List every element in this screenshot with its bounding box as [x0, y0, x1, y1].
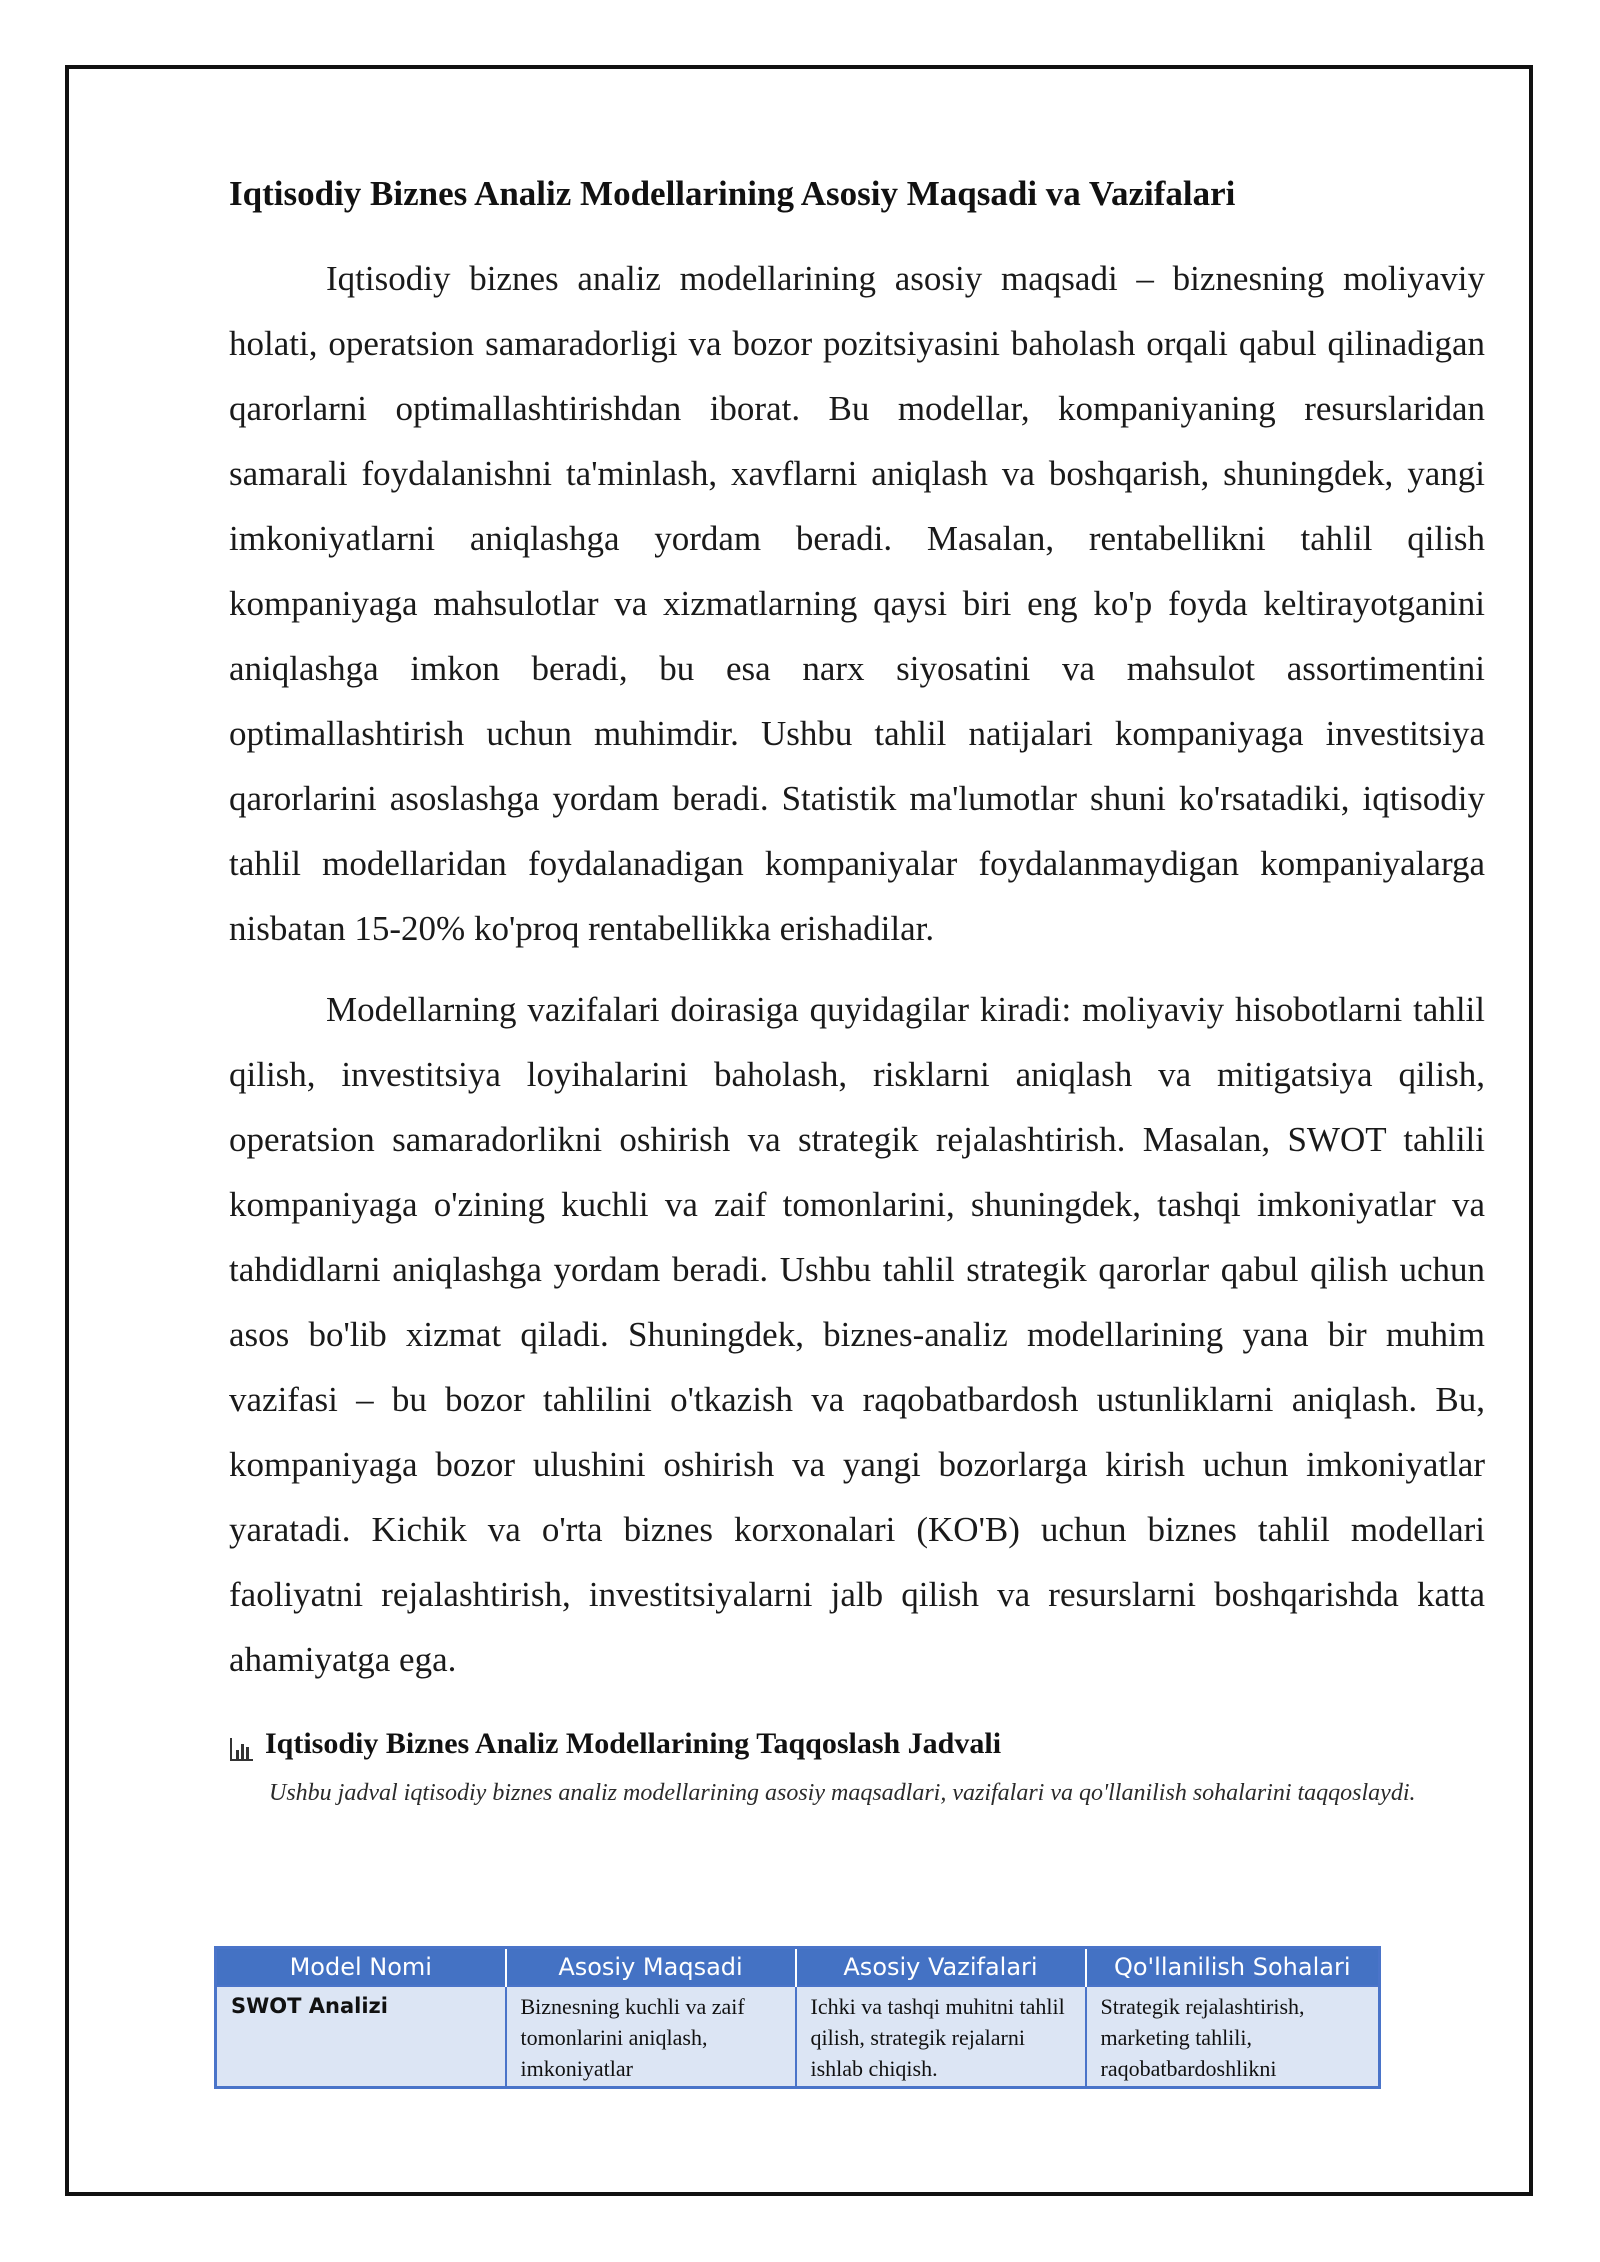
column-header-model: Model Nomi	[216, 1948, 506, 1987]
table-header-row	[216, 1948, 1380, 1987]
cell-areas: Strategik rejalashtirish, marketing tahlili, raqobatbardoshlikni	[1086, 1986, 1380, 2088]
comparison-table	[214, 1946, 1381, 2089]
paragraph-1: Iqtisodiy biznes analiz modellarining asosiy maqsadi – biznesning moliyaviy holati, operatsion samaradorligi va bozor pozitsiyasini baholash orqali qabul qilinadigan qarorlarni optimallashtirishdan iborat. Bu modellar, kompaniyaning resurslaridan samarali foydalanishni ta'minlash, xavflarni aniqlash va boshqarish, shuningdek, yangi imkoniyatlarni aniqlashga yordam beradi. Masalan, rentabellikni tahlil qilish kompaniyaga mahsulotlar va xizmatlarning qaysi biri eng ko'p foyda keltirayotganini aniqlashga imkon beradi, bu esa narx siyosatini va mahsulot assortimentini optimallashtirish uchun muhimdir. Ushbu tahlil natijalari kompaniyaga investitsiya qarorlarini asoslashga yordam beradi. Statistik ma'lumotlar shuni ko'rsatadiki, iqtisodiy tahlil modellaridan foydalanadigan kompaniyalar foydalanmaydigan kompaniyalarga nisbatan 15-20% ko'proq rentabellikka erishadilar.	[229, 259, 1485, 948]
cell-tasks: Ichki va tashqi muhitni tahlil qilish, strategik rejalarni ishlab chiqish.	[796, 1986, 1086, 2088]
table-section-title	[229, 1722, 1485, 1766]
cell-goal: Biznesning kuchli va zaif tomonlarini aniqlash, imkoniyatlar	[506, 1986, 796, 2088]
column-header-tasks: Asosiy Vazifalari	[796, 1948, 1086, 1987]
bar-chart-icon	[229, 1731, 255, 1757]
column-header-areas: Qo'llanilish Sohalari	[1086, 1948, 1380, 1987]
document-heading: Iqtisodiy Biznes Analiz Modellarining Asosiy Maqsadi va Vazifalari	[229, 174, 1236, 213]
paragraph-2: Modellarning vazifalari doirasiga quyidagilar kiradi: moliyaviy hisobotlarni tahlil qilish, investitsiya loyihalarini baholash, risklarni aniqlash va mitigatsiya qilish, operatsion samaradorlikni oshirish va strategik rejalashtirish. Masalan, SWOT tahlili kompaniyaga o'zining kuchli va zaif tomonlarini, shuningdek, tashqi imkoniyatlar va tahdidlarni aniqlashga yordam beradi. Ushbu tahlil strategik qarorlar qabul qilish uchun asos bo'lib xizmat qiladi. Shuningdek, biznes-analiz modellarining yana bir muhim vazifasi – bu bozor tahlilini o'tkazish va raqobatbardosh ustunliklarni aniqlash. Bu, kompaniyaga bozor ulushini oshirish va yangi bozorlarga kirish uchun imkoniyatlar yaratadi. Kichik va o'rta biznes korxonalari (KO'B) uchun biznes tahlil modellari faoliyatni rejalashtirish, investitsiyalarni jalb qilish va resurslarni boshqarishda katta ahamiyatga ega.	[229, 990, 1485, 1679]
table-row	[216, 1986, 1380, 2088]
column-header-goal: Asosiy Maqsadi	[506, 1948, 796, 1987]
table-caption: Ushbu jadval iqtisodiy biznes analiz modellarining asosiy maqsadlari, vazifalari va qo'llanilish sohalarini taqqoslaydi.	[269, 1780, 1416, 1806]
document-body	[229, 170, 1485, 1810]
cell-model-name: SWOT Analizi	[216, 1986, 506, 2088]
table-section-title-text: Iqtisodiy Biznes Analiz Modellarining Taqqoslash Jadvali	[265, 1727, 1002, 1760]
